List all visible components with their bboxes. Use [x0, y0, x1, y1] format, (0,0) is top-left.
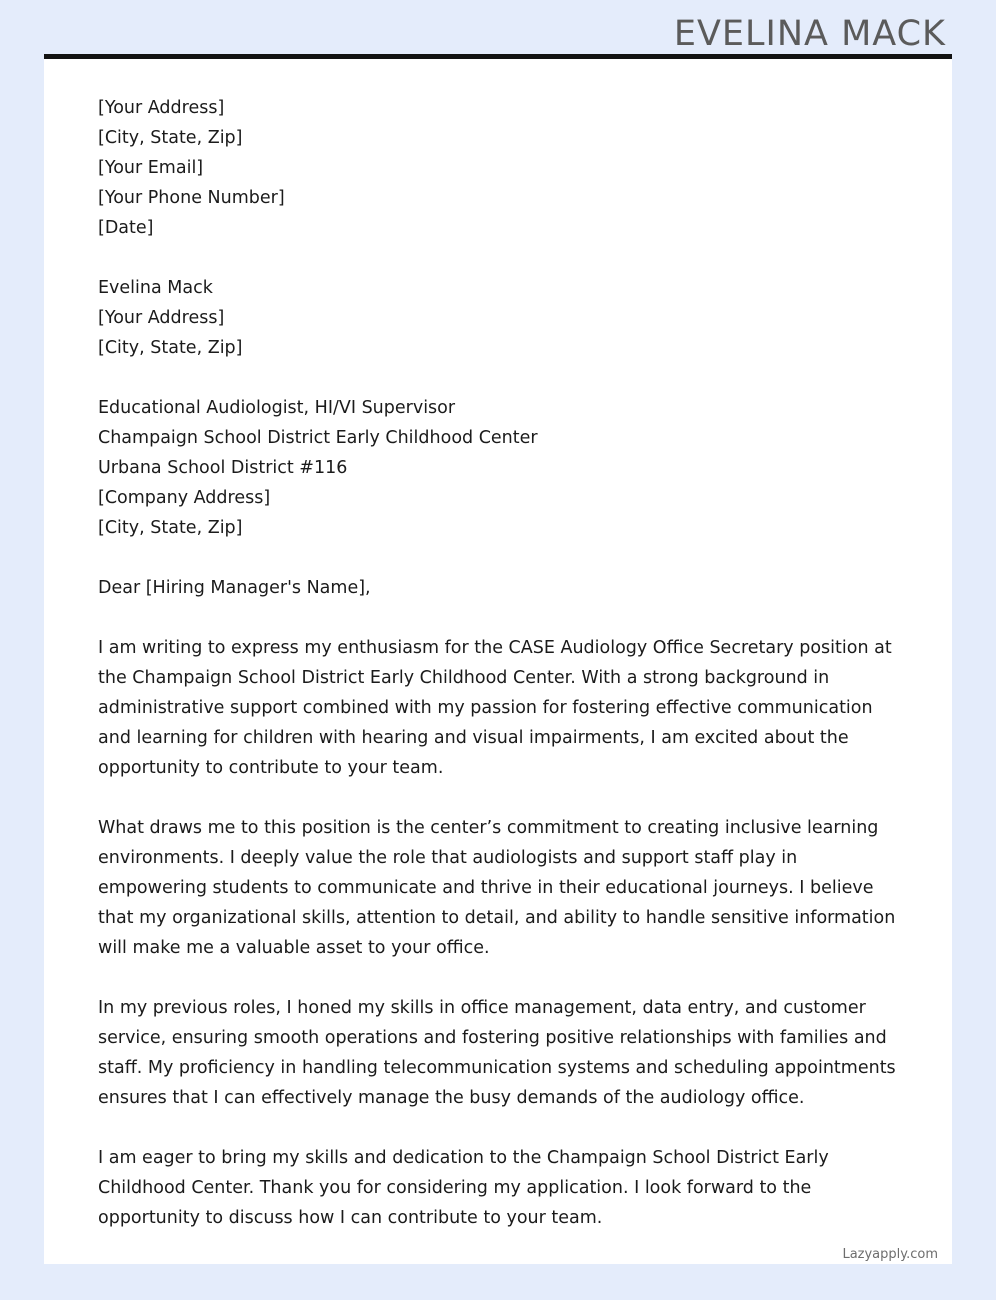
letter-paragraph: In my previous roles, I honed my skills in office management, data entry, and customer service, ensuring smooth operations and fostering positive relationships with families and staff. My proficiency in handling telecommunication systems and scheduling appointments ensures that I can effectively manage the busy demands of the audiology office.: [98, 998, 896, 1108]
spacer: [98, 543, 904, 573]
sender-line: [Your Phone Number]: [98, 188, 285, 208]
letter-paragraph: What draws me to this position is the center’s commitment to creating inclusive learning environments. I deeply value the role that audiologists and support staff play in empowering students to communicate and thrive in their educational journeys. I believe that my organizational skills, attention to detail, and ability to handle sensitive information will make me a valuable asset to your office.: [98, 818, 896, 958]
letter-paragraph: I am eager to bring my skills and dedication to the Champaign School District Early Childhood Center. Thank you for considering my application. I look forward to the opportunity to discuss how I can contribute to your team.: [98, 1148, 829, 1228]
salutation: Dear [Hiring Manager's Name],: [98, 578, 371, 598]
spacer: [98, 363, 904, 393]
sender-line: [Your Email]: [98, 158, 204, 178]
applicant-line: [City, State, Zip]: [98, 338, 243, 358]
recipient-line: Champaign School District Early Childhood Center: [98, 428, 538, 448]
recipient-block: [98, 393, 904, 543]
page-title: EVELINA MACK: [673, 14, 946, 54]
recipient-line: [Company Address]: [98, 488, 271, 508]
applicant-line: [Your Address]: [98, 308, 225, 328]
recipient-line: Urbana School District #116: [98, 458, 348, 478]
letter-paragraph: I am writing to express my enthusiasm for the CASE Audiology Office Secretary position at the Champaign School District Early Childhood Center. With a strong background in administrative support combined with my passion for fostering effective communication and learning for children with hearing and visual impairments, I am excited about the opportunity to contribute to your team.: [98, 638, 892, 778]
document-header: [0, 0, 996, 54]
site-credit: Lazyapply.com: [842, 1247, 938, 1262]
applicant-name: Evelina Mack: [98, 278, 213, 298]
applicant-block: [98, 273, 904, 363]
spacer: [98, 603, 904, 633]
sender-line: [Date]: [98, 218, 154, 238]
sender-line: [City, State, Zip]: [98, 128, 243, 148]
recipient-line: Educational Audiologist, HI/VI Supervisor: [98, 398, 456, 418]
sender-address-block: [98, 93, 904, 243]
letter-sheet: [44, 54, 952, 1264]
sender-line: [Your Address]: [98, 98, 225, 118]
spacer: [98, 243, 904, 273]
letter-body: [44, 59, 952, 1233]
recipient-line: [City, State, Zip]: [98, 518, 243, 538]
